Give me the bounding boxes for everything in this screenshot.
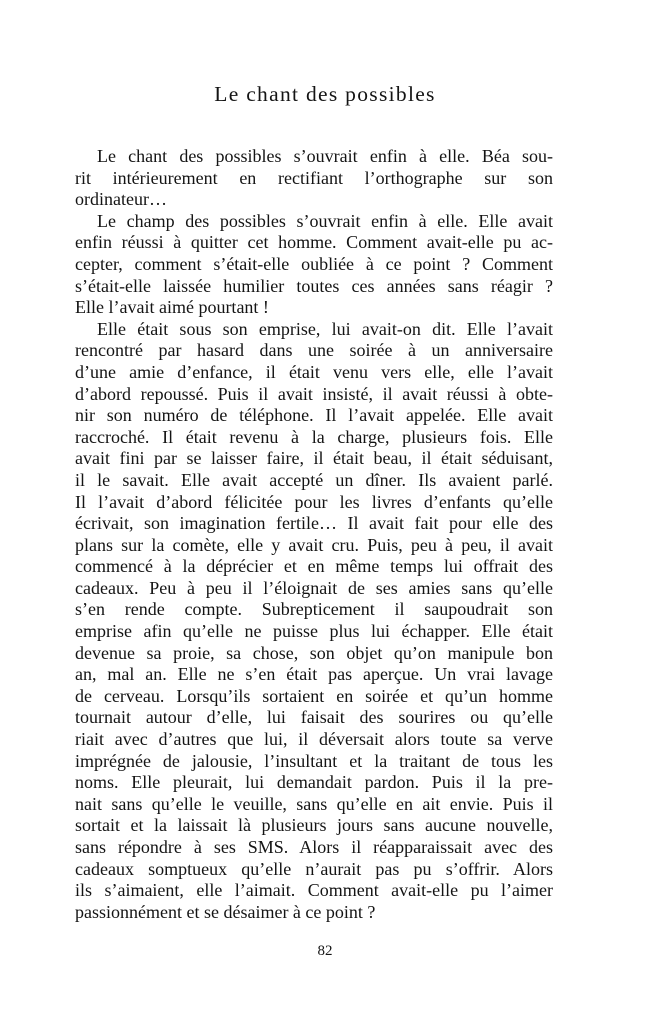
text-line: tournait autour d’elle, lui faisait des sourires ou qu’elle bbox=[75, 707, 553, 728]
text-line: Elle l’avait aimé pourtant ! bbox=[75, 297, 269, 318]
text-line: nait sans qu’elle le veuille, sans qu’elle en ait envie. Puis il bbox=[75, 793, 553, 814]
text-line: enfin réussi à quitter cet homme. Comment avait-elle pu ac- bbox=[75, 232, 553, 253]
text-line: Le champ des possibles s’ouvrait enfin à elle. Elle avait bbox=[97, 210, 553, 231]
text-line: d’abord repoussé. Puis il avait insisté, il avait réussi à obte- bbox=[75, 383, 553, 404]
text-line: an, mal an. Elle ne s’en était pas aperçue. Un vrai lavage bbox=[75, 664, 553, 685]
text-line: raccroché. Il était revenu à la charge, plusieurs fois. Elle bbox=[75, 426, 553, 447]
text-line: Le chant des possibles s’ouvrait enfin à elle. Béa sou- bbox=[97, 146, 553, 166]
body-text bbox=[75, 146, 553, 923]
text-line: commencé à la déprécier et en même temps lui offrait des bbox=[75, 556, 553, 577]
text-line: rit intérieurement en rectifiant l’orthographe sur son bbox=[75, 167, 553, 188]
paragraph bbox=[75, 146, 553, 211]
text-line: cadeaux. Peu à peu il l’éloignait de ses amies sans qu’elle bbox=[75, 577, 553, 598]
text-line: s’était-elle laissée humilier toutes ces années sans réagir ? bbox=[75, 275, 553, 296]
page-number: 82 bbox=[317, 943, 333, 959]
text-line: imprégnée de jalousie, l’insultant et la traitant de tous les bbox=[75, 750, 553, 771]
text-line: Il l’avait d’abord félicitée pour les livres d’enfants qu’elle bbox=[75, 491, 553, 512]
text-line: écrivait, son imagination fertile… Il avait fait pour elle des bbox=[75, 513, 553, 534]
text-line: Elle était sous son emprise, lui avait-on dit. Elle l’avait bbox=[97, 318, 553, 339]
paragraph bbox=[75, 319, 553, 924]
text-line: riait avec d’autres que lui, il déversait alors toute sa verve bbox=[75, 729, 553, 750]
text-line: noms. Elle pleurait, lui demandait pardon. Puis il la pre- bbox=[75, 772, 553, 793]
text-line: passionnément et se désaimer à ce point ? bbox=[75, 901, 376, 922]
text-line: ils s’aimaient, elle l’aimait. Comment avait-elle pu l’aimer bbox=[75, 880, 553, 901]
text-line: ordinateur… bbox=[75, 189, 167, 210]
text-line: cadeaux somptueux qu’elle n’aurait pas pu s’offrir. Alors bbox=[75, 858, 553, 879]
text-line: s’en rende compte. Subrepticement il saupoudrait son bbox=[75, 599, 553, 620]
text-line: il le savait. Elle avait accepté un dîner. Ils avaient parlé. bbox=[75, 469, 553, 490]
text-line: d’une amie d’enfance, il était venu vers elle, elle l’avait bbox=[75, 361, 553, 382]
text-line: sans répondre à ses SMS. Alors il réapparaissait avec des bbox=[75, 837, 553, 857]
text-line: rencontré par hasard dans une soirée à un anniversaire bbox=[75, 340, 553, 361]
text-line: devenue sa proie, sa chose, son objet qu’on manipule bon bbox=[75, 642, 553, 663]
text-line: nir son numéro de téléphone. Il l’avait appelée. Elle avait bbox=[75, 405, 553, 426]
text-line: sortait et la laissait là plusieurs jours sans aucune nouvelle, bbox=[75, 815, 553, 836]
text-line: avait fini par se laisser faire, il était beau, il était séduisant, bbox=[75, 448, 553, 469]
text-line: emprise afin qu’elle ne puisse plus lui échapper. Elle était bbox=[75, 621, 553, 642]
paragraph bbox=[75, 211, 553, 319]
text-line: cepter, comment s’était-elle oubliée à ce point ? Comment bbox=[75, 253, 553, 274]
page-title: Le chant des possibles bbox=[214, 82, 436, 106]
text-line: plans sur la comète, elle y avait cru. Puis, peu à peu, il avait bbox=[75, 534, 553, 555]
text-line: de cerveau. Lorsqu’ils sortaient en soirée et qu’un homme bbox=[75, 685, 553, 706]
